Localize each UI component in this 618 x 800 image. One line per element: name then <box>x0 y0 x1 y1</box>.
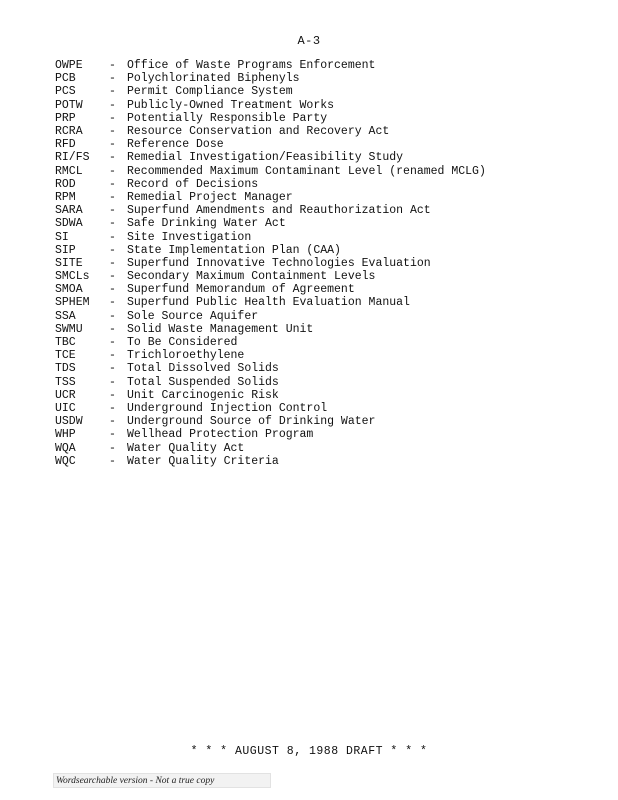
acronym-dash: - <box>109 138 116 152</box>
acronym-row <box>55 257 575 270</box>
acronym-dash: - <box>109 190 116 204</box>
acronym-dash: - <box>109 243 116 257</box>
acronym-abbreviation: WQA <box>55 441 76 455</box>
acronym-abbreviation: RI/FS <box>55 151 90 165</box>
acronym-row <box>55 402 575 415</box>
acronym-definition: Potentially Responsible Party <box>127 111 328 125</box>
acronym-definition: Wellhead Protection Program <box>127 428 314 442</box>
acronym-row <box>55 376 575 389</box>
acronym-row <box>55 441 575 454</box>
acronym-definition: Secondary Maximum Containment Levels <box>127 270 376 284</box>
acronym-row <box>55 191 575 204</box>
acronym-definition: Remedial Project Manager <box>127 190 293 204</box>
acronym-abbreviation: TDS <box>55 362 76 376</box>
acronym-definition: Site Investigation <box>127 230 252 244</box>
acronym-definition: Underground Injection Control <box>127 401 328 415</box>
acronym-abbreviation: RMCL <box>55 164 83 178</box>
page-number: A-3 <box>297 34 321 48</box>
acronym-abbreviation: WHP <box>55 428 76 442</box>
acronym-abbreviation: SSA <box>55 309 76 323</box>
acronym-abbreviation: POTW <box>55 98 83 112</box>
acronym-abbreviation: PRP <box>55 111 76 125</box>
acronym-definition: Total Dissolved Solids <box>127 362 279 376</box>
acronym-row <box>55 283 575 296</box>
acronym-definition: Total Suspended Solids <box>127 375 279 389</box>
acronym-abbreviation: SI <box>55 230 69 244</box>
acronym-definition: Underground Source of Drinking Water <box>127 415 376 429</box>
acronym-definition: Trichloroethylene <box>127 349 245 363</box>
acronym-definition: Record of Decisions <box>127 177 259 191</box>
acronym-dash: - <box>109 362 116 376</box>
acronym-definition: Superfund Memorandum of Agreement <box>127 283 355 297</box>
acronym-definition: Superfund Innovative Technologies Evaluation <box>127 256 431 270</box>
acronym-dash: - <box>109 111 116 125</box>
acronym-row <box>55 125 575 138</box>
acronym-abbreviation: TCE <box>55 349 76 363</box>
acronym-row <box>55 230 575 243</box>
acronym-definition: Publicly-Owned Treatment Works <box>127 98 335 112</box>
acronym-row <box>55 310 575 323</box>
acronym-dash: - <box>109 204 116 218</box>
acronym-dash: - <box>109 98 116 112</box>
acronym-definition: Superfund Public Health Evaluation Manual <box>127 296 410 310</box>
acronym-row <box>55 178 575 191</box>
acronym-abbreviation: RCRA <box>55 125 83 139</box>
acronym-dash: - <box>109 283 116 297</box>
acronym-dash: - <box>109 296 116 310</box>
acronym-dash: - <box>109 375 116 389</box>
wordsearchable-disclaimer: Wordsearchable version - Not a true copy <box>53 773 271 788</box>
acronym-dash: - <box>109 454 116 468</box>
acronym-dash: - <box>109 322 116 336</box>
acronym-row <box>55 112 575 125</box>
acronym-dash: - <box>109 441 116 455</box>
acronym-row <box>55 59 575 72</box>
acronym-dash: - <box>109 428 116 442</box>
acronym-definition: Water Quality Act <box>127 441 245 455</box>
acronym-dash: - <box>109 177 116 191</box>
acronym-definition: Solid Waste Management Unit <box>127 322 314 336</box>
acronym-dash: - <box>109 85 116 99</box>
acronym-dash: - <box>109 125 116 139</box>
acronym-definition: Remedial Investigation/Feasibility Study <box>127 151 404 165</box>
acronym-dash: - <box>109 336 116 350</box>
acronym-abbreviation: SDWA <box>55 217 83 231</box>
acronym-abbreviation: SIP <box>55 243 76 257</box>
acronym-definition: Superfund Amendments and Reauthorization Act <box>127 204 431 218</box>
acronym-dash: - <box>109 415 116 429</box>
acronym-abbreviation: UCR <box>55 388 76 402</box>
acronym-abbreviation: SITE <box>55 256 83 270</box>
draft-date-footer: * * * AUGUST 8, 1988 DRAFT * * * <box>190 745 428 758</box>
acronym-row <box>55 72 575 85</box>
acronym-abbreviation: RPM <box>55 190 76 204</box>
acronym-dash: - <box>109 164 116 178</box>
acronym-abbreviation: UIC <box>55 401 76 415</box>
acronym-row <box>55 296 575 309</box>
acronym-abbreviation: SPHEM <box>55 296 90 310</box>
acronym-abbreviation: PCB <box>55 72 76 86</box>
acronym-definition: Polychlorinated Biphenyls <box>127 72 300 86</box>
acronym-dash: - <box>109 217 116 231</box>
acronym-abbreviation: TSS <box>55 375 76 389</box>
acronym-dash: - <box>109 401 116 415</box>
acronym-dash: - <box>109 349 116 363</box>
acronym-definition: To Be Considered <box>127 336 238 350</box>
acronym-dash: - <box>109 151 116 165</box>
acronym-row <box>55 217 575 230</box>
acronym-definition: Reference Dose <box>127 138 224 152</box>
acronym-definition: Recommended Maximum Contaminant Level (renamed MCLG) <box>127 164 486 178</box>
acronym-definition: Safe Drinking Water Act <box>127 217 286 231</box>
acronym-definition: Water Quality Criteria <box>127 454 279 468</box>
acronym-dash: - <box>109 256 116 270</box>
acronym-row <box>55 99 575 112</box>
acronym-abbreviation: SMCLs <box>55 270 90 284</box>
acronym-abbreviation: USDW <box>55 415 83 429</box>
acronym-abbreviation: TBC <box>55 336 76 350</box>
acronym-dash: - <box>109 388 116 402</box>
acronym-row <box>55 270 575 283</box>
acronym-definition: Office of Waste Programs Enforcement <box>127 59 376 73</box>
acronym-row <box>55 244 575 257</box>
acronym-definition: Unit Carcinogenic Risk <box>127 388 279 402</box>
acronym-dash: - <box>109 230 116 244</box>
acronym-dash: - <box>109 59 116 73</box>
acronym-row <box>55 415 575 428</box>
acronym-dash: - <box>109 72 116 86</box>
acronym-row <box>55 336 575 349</box>
acronym-list <box>55 59 575 468</box>
acronym-abbreviation: SMOA <box>55 283 83 297</box>
acronym-row <box>55 165 575 178</box>
acronym-row <box>55 85 575 98</box>
acronym-row <box>55 323 575 336</box>
acronym-abbreviation: SARA <box>55 204 83 218</box>
acronym-abbreviation: WQC <box>55 454 76 468</box>
acronym-abbreviation: SWMU <box>55 322 83 336</box>
acronym-abbreviation: RFD <box>55 138 76 152</box>
acronym-row <box>55 389 575 402</box>
acronym-row <box>55 362 575 375</box>
acronym-abbreviation: ROD <box>55 177 76 191</box>
acronym-row <box>55 151 575 164</box>
acronym-definition: State Implementation Plan (CAA) <box>127 243 341 257</box>
acronym-definition: Sole Source Aquifer <box>127 309 259 323</box>
acronym-row <box>55 204 575 217</box>
acronym-abbreviation: OWPE <box>55 59 83 73</box>
acronym-row <box>55 349 575 362</box>
acronym-row <box>55 455 575 468</box>
acronym-row <box>55 428 575 441</box>
acronym-dash: - <box>109 309 116 323</box>
acronym-definition: Permit Compliance System <box>127 85 293 99</box>
acronym-abbreviation: PCS <box>55 85 76 99</box>
acronym-definition: Resource Conservation and Recovery Act <box>127 125 390 139</box>
acronym-row <box>55 138 575 151</box>
acronym-dash: - <box>109 270 116 284</box>
